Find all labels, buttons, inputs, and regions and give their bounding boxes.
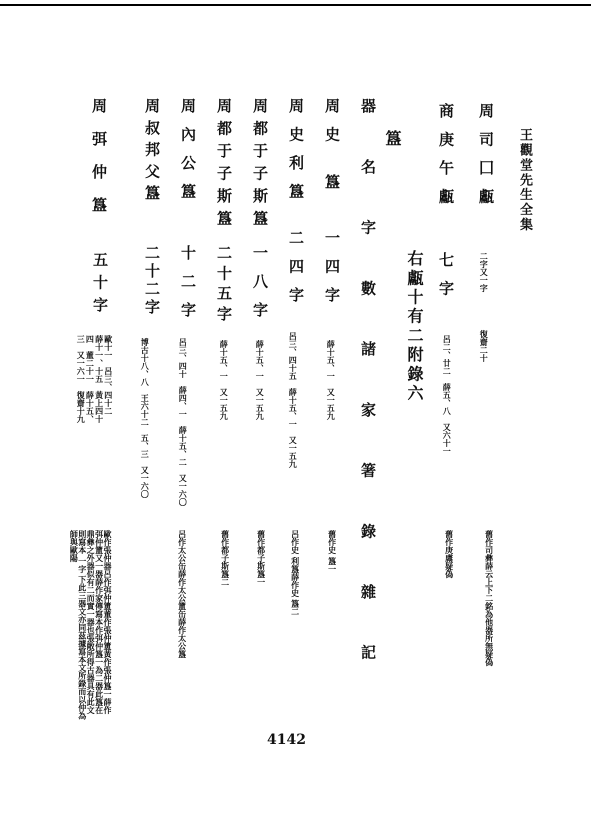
entry-note: 舊作史 簋一	[327, 530, 338, 573]
entry-count: 二字又一字	[479, 252, 490, 292]
entry-note: 呂作太公缶薛作太公簠缶薛作太公簋	[177, 530, 188, 658]
entry-name: 周內公簋	[179, 98, 197, 212]
entry-name: 周弭仲簋	[90, 98, 108, 230]
entry-refs: 薛十五、一 又一五九	[255, 340, 266, 420]
entry-name: 周史 簋	[323, 98, 341, 203]
entry-count: 一四字	[323, 230, 341, 316]
entry-refs: 歐十一 呂三、四十二 薛十一、十五 黃上四十四 董二十一 薛十五、三 又一六一 復齋十九	[76, 335, 114, 423]
entry-name: 商庚午甗	[437, 103, 455, 217]
entry-name: 周叔邦父簋	[143, 98, 161, 207]
entry-refs: 薛十五、一 又一五九	[219, 340, 230, 420]
section-heading: 簋	[383, 130, 402, 150]
entry-name: 周史利簋	[287, 98, 305, 212]
entry-refs: 復齋二十	[479, 330, 490, 362]
entry-count: 二十五字	[215, 245, 233, 326]
series-title: 王觀堂先生全集	[517, 128, 532, 233]
summary-line: 右甗十有二附錄六	[405, 250, 424, 404]
entry-refs: 呂二、廿二 薛五、八 又六十一	[442, 335, 453, 455]
entry-note: 舊作都子斯簋二	[220, 530, 231, 586]
entry-count: 二十二字	[143, 245, 161, 317]
entry-count: 一八字	[251, 245, 269, 331]
entry-refs: 呂三、四十五 薛十五、一 又一五九	[288, 332, 299, 468]
entry-count: 七字	[437, 252, 455, 309]
page-number: 4142	[267, 732, 306, 748]
entry-name: 周都于子斯簋	[251, 98, 269, 233]
entry-note: 呂作史 利簋薛作史 簋二	[290, 530, 301, 616]
entry-note: 歐作張仲器呂作弭仲簠董作張仲簠黃作張仲簋一薛作弭仲簠又一器薛作家傳寫本作弭仲簋一為二器此簋在鼎彝之外器似有二而實一器也張敞所得古器具有此文 則寫本 一字 下此三器文亦同茲據寫本文所錄而以仲為師與歐陽	[69, 530, 113, 720]
entry-note: 舊作司彝薛云上下二銘為他器所無疑偽	[484, 530, 495, 666]
entry-note: 舊作都子斯簋一	[256, 530, 267, 586]
entry-count: 十二字	[179, 245, 197, 331]
entry-note: 舊作庚鬳疑偽	[444, 530, 455, 578]
entry-refs: 博古十八、八 王六十二 五、三 又一六〇	[140, 338, 151, 498]
index-title: 器 名 字 數 諸 家 箸 錄 雜 記	[359, 98, 377, 680]
entry-count: 二四字	[287, 230, 305, 316]
top-border-rule	[0, 4, 591, 6]
entry-name: 周司囗甗	[477, 103, 495, 217]
entry-refs: 薛十五、一 又一五九	[326, 340, 337, 420]
entry-count: 五十字	[91, 252, 109, 320]
entry-refs: 呂三、四十 薛四、一 薛十五、二 又一六〇	[178, 338, 189, 506]
entry-name: 周都于子斯簋	[215, 98, 233, 233]
